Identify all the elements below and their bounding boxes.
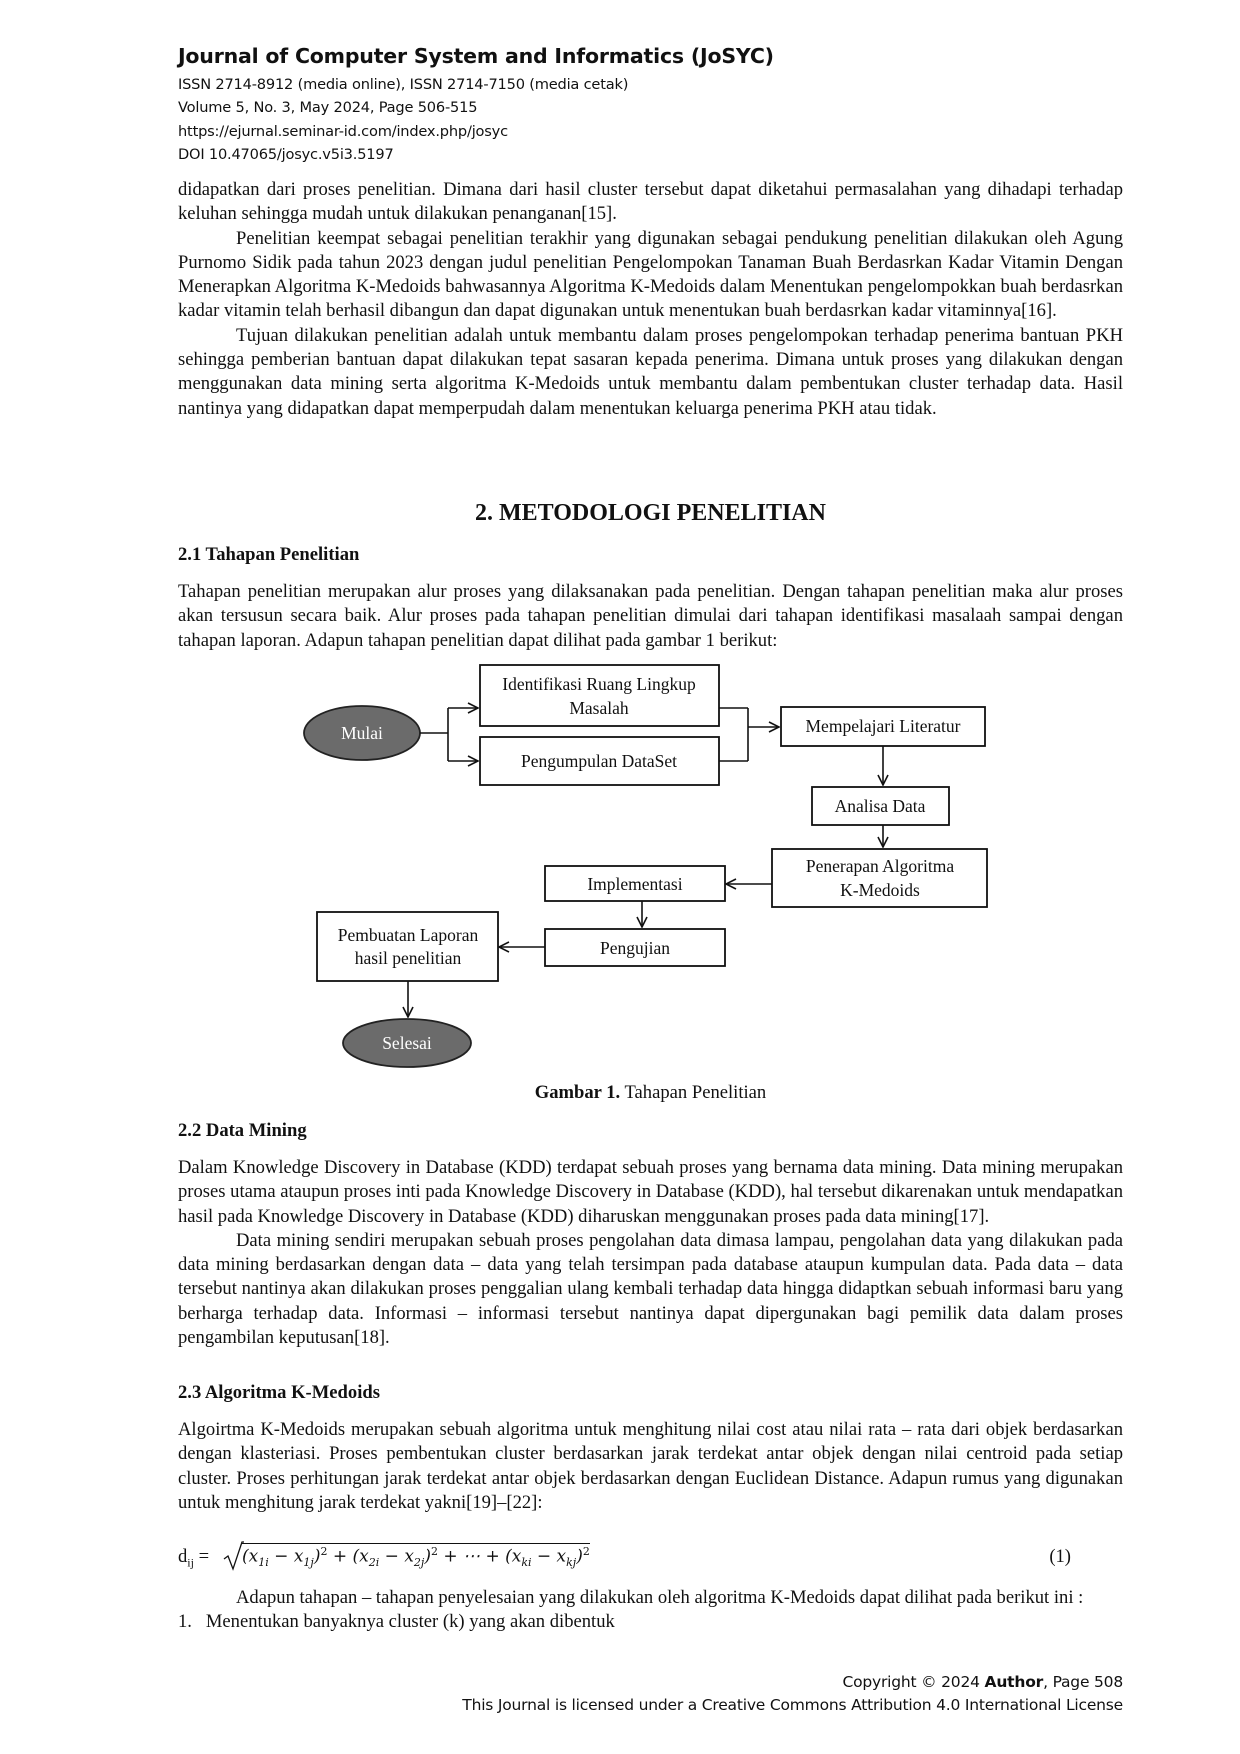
license-line[interactable]: This Journal is licensed under a Creative Commons Attribution 4.0 International License <box>462 1696 1123 1714</box>
equation-expression: $(x_{1i} - x_{1j})^2 + (x_{2i} - x_{2j})^2$ + ⋯ + $(x_{ki} - x_{kj})^2$ <box>242 1545 590 1570</box>
end-label: Selesai <box>382 1033 432 1053</box>
pengumpulan-label: Pengumpulan DataSet <box>520 751 678 771</box>
paragraph: Data mining sendiri merupakan sebuah proses pengolahan data dimasa lampau, pengolahan data yang dilakukan pada data mining berdasarkan dengan data – data yang telah tersimpan pada database ataupun kumpulan data. Pada data – data tersebut nantinya akan dilakukan proses penggalian ulang kembali terhadap data hingga didaptkan sebuah informasi baru yang berharga terhadap data. Informasi – informasi tersebut nantinya dapat dipergunakan bagi pemilik data dalam proses pengambilan keputusan[18]. <box>178 1229 1123 1349</box>
laporan-label-2: hasil penelitian <box>354 948 462 968</box>
copyright-line <box>178 1671 1123 1694</box>
analisa-label: Analisa Data <box>834 796 926 816</box>
penerapan-label-1: Penerapan Algoritma <box>805 856 955 876</box>
figure-caption <box>178 1082 1123 1104</box>
section-title: 2. METODOLOGI PENELITIAN <box>475 500 826 526</box>
equation-lhs: $d_{ij}$ = <box>178 1546 210 1570</box>
equation-1 <box>178 1540 1123 1574</box>
paragraph: Dalam Knowledge Discovery in Database (KDD) terdapat sebuah proses yang bernama data mining. Data mining merupakan proses utama ataupun proses inti pada Knowledge Discovery in Database (KDD), hal tersebut dikarenakan untuk mendapatkan hasil pada Knowledge Discovery in Database (KDD) diharuskan menggunakan proses pada data mining[17]. <box>178 1157 1123 1227</box>
sqrt-symbol <box>222 1540 244 1572</box>
figure-caption-text: Tahapan Penelitian <box>620 1082 767 1103</box>
section-2-2-text <box>178 1156 1123 1350</box>
subheading-2-1: 2.1 Tahapan Penelitian <box>178 544 360 565</box>
copyright-author: Author <box>984 1673 1044 1691</box>
start-label: Mulai <box>341 723 383 743</box>
paragraph: Tujuan dilakukan penelitian adalah untuk membantu dalam proses pengelompokan terhadap penerima bantuan PKH sehingga pemberian bantuan dapat dilakukan tepat sasaran kepada penerima. Dimana untuk proses yang dilakukan dengan menggunakan data mining serta algoritma K-Medoids untuk membantu dalam pembentukan cluster terhadap data. Hasil nantinya yang didapatkan dapat memperpudah dalam menentukan keluarga penerima PKH atau tidak. <box>178 324 1123 419</box>
figure-caption-label: Gambar 1. <box>534 1082 621 1103</box>
section-2-3-text <box>178 1418 1123 1515</box>
identifikasi-label-2: Masalah <box>569 698 629 718</box>
literatur-label: Mempelajari Literatur <box>805 716 961 736</box>
copyright-prefix: Copyright © 2024 <box>842 1673 985 1691</box>
paragraph: didapatkan dari proses penelitian. Dimana dari hasil cluster tersebut dapat diketahui permasalahan yang dihadapi terhadap keluhan sehingga mudah untuk dilakukan penanganan[15]. <box>178 179 1123 225</box>
laporan-box <box>317 912 498 981</box>
paragraph: Penelitian keempat sebagai penelitian terakhir yang digunakan sebagai pendukung penelitian dilakukan oleh Agung Purnomo Sidik pada tahun 2023 dengan judul penelitian Pengelompokan Tanaman Buah Berdasrkan Kadar Vitamin Dengan Menerapkan Algoritma K-Medoids bahwasannya Algoritma K-Medoids dalam Menentukan pengelompokkan buah berdasrkan kadar vitamin telah berhasil dibangun dan dapat digunakan untuk menentukan buah berdasrkan kadar vitaminnya[16]. <box>178 227 1123 322</box>
list-item: 1. Menentukan banyaknya cluster (k) yang akan dibentuk <box>178 1611 615 1633</box>
volume-line: Volume 5, No. 3, May 2024, Page 506-515 <box>178 99 478 117</box>
subheading-2-2: 2.2 Data Mining <box>178 1120 307 1141</box>
penerapan-label-2: K-Medoids <box>840 880 920 900</box>
implementasi-label: Implementasi <box>587 874 683 894</box>
issn-line: ISSN 2714-8912 (media online), ISSN 2714-7150 (media cetak) <box>178 76 629 93</box>
subheading-2-3: 2.3 Algoritma K-Medoids <box>178 1382 380 1403</box>
page-number: , Page 508 <box>1043 1673 1123 1691</box>
paragraph: Tahapan penelitian merupakan alur proses yang dilaksanakan pada penelitian. Dengan tahapan penelitian maka alur proses akan tersusun secara baik. Alur proses pada tahapan penelitian dimulai dari tahapan identifikasi masalaah sampai dengan tahapan laporan. Adapun tahapan penelitian dapat dilihat pada gambar 1 berikut: <box>178 581 1123 651</box>
doi-line: DOI 10.47065/josyc.v5i3.5197 <box>178 145 394 163</box>
pengujian-label: Pengujian <box>600 938 670 958</box>
equation-number: (1) <box>1049 1546 1071 1567</box>
identifikasi-label-1: Identifikasi Ruang Lingkup <box>502 674 696 694</box>
section-2-3-text-2 <box>178 1586 1123 1635</box>
journal-url[interactable]: https://ejurnal.seminar-id.com/index.php/josyc <box>178 122 508 140</box>
journal-title: Journal of Computer System and Informatics (JoSYC) <box>178 44 774 68</box>
paragraph: Adapun tahapan – tahapan penyelesaian yang dilakukan oleh algoritma K-Medoids dapat dilihat pada berikut ini : <box>236 1587 1084 1608</box>
paragraph: Algoirtma K-Medoids merupakan sebuah algoritma untuk menghitung nilai cost atau nilai rata – rata dari objek berdasarkan dengan klasteriasi. Proses pembentukan cluster berdasarkan jarak terdekat antar objek dengan nilai centroid pada setiap cluster. Proses perhitungan jarak terdekat antar objek berdasarkan dengan Euclidean Distance. Adapun rumus yang digunakan untuk menghitung jarak terdekat yakni[19]–[22]: <box>178 1419 1123 1513</box>
laporan-label-1: Pembuatan Laporan <box>337 925 479 945</box>
page-footer <box>178 1671 1123 1717</box>
